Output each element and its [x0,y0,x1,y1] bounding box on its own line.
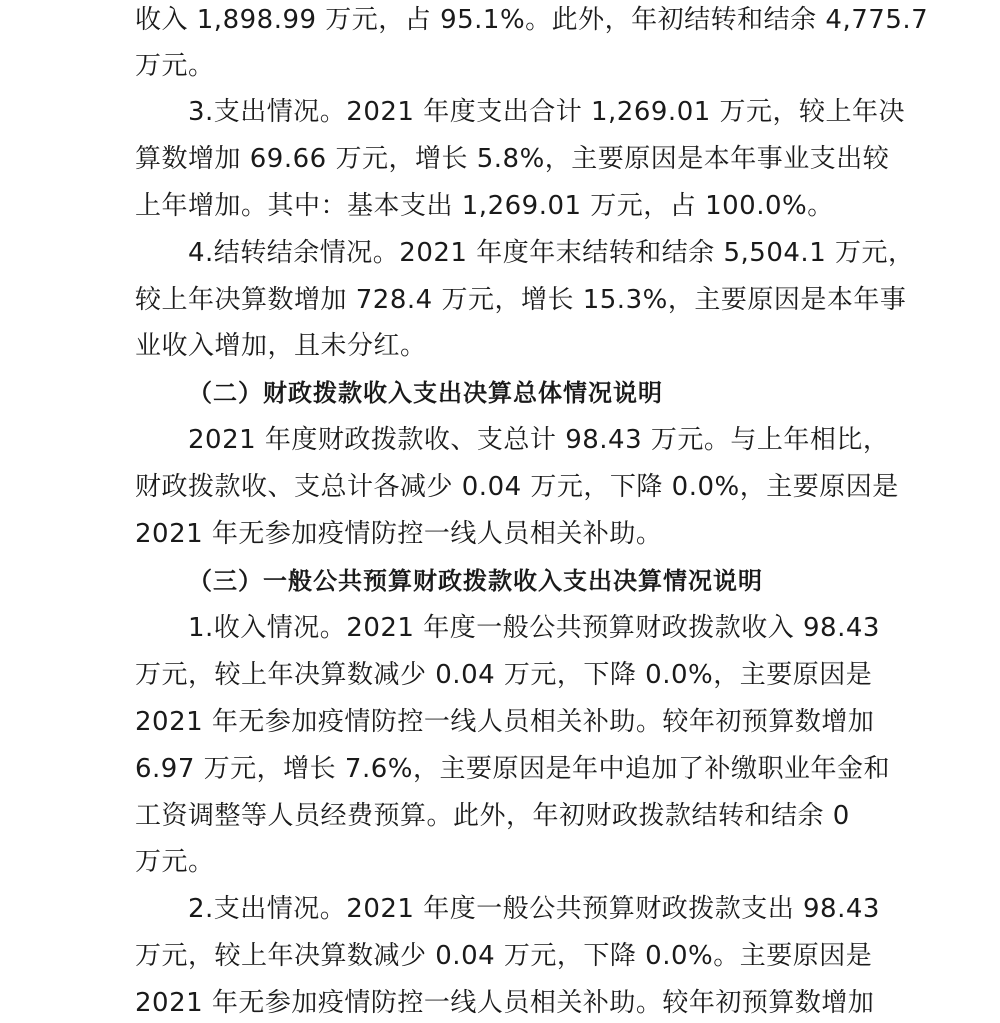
text-line: 万元，较上年决算数减少 0.04 万元，下降 0.0%，主要原因是 [135,660,873,690]
text-line: 万元。 [135,847,215,877]
text-line: 万元，较上年决算数减少 0.04 万元，下降 0.0%。主要原因是 [135,941,873,971]
text-line: 上年增加。其中：基本支出 1,269.01 万元，占 100.0%。 [135,191,834,221]
paragraph-start-line: 2021 年度财政拨款收、支总计 98.43 万元。与上年相比， [188,425,890,455]
paragraph-start-line: 2.支出情况。2021 年度一般公共预算财政拨款支出 98.43 [188,894,880,924]
text-line: 2021 年无参加疫情防控一线人员相关补助。较年初预算数增加 [135,988,875,1018]
text-line: 业收入增加，且未分红。 [135,331,427,361]
section-heading: （二）财政拨款收入支出决算总体情况说明 [188,379,663,407]
text-line: 算数增加 69.66 万元，增长 5.8%，主要原因是本年事业支出较 [135,144,890,174]
text-line: 较上年决算数增加 728.4 万元，增长 15.3%，主要原因是本年事 [135,285,907,315]
text-line: 万元。 [135,51,215,81]
paragraph-start-line: 1.收入情况。2021 年度一般公共预算财政拨款收入 98.43 [188,613,880,643]
text-line: 6.97 万元，增长 7.6%，主要原因是年中追加了补缴职业年金和 [135,754,890,784]
text-line: 工资调整等人员经费预算。此外，年初财政拨款结转和结余 0 [135,801,850,831]
text-line: 2021 年无参加疫情防控一线人员相关补助。 [135,519,663,549]
text-line: 收入 1,898.99 万元，占 95.1%。此外，年初结转和结余 4,775.7 [135,5,929,35]
text-line: 2021 年无参加疫情防控一线人员相关补助。较年初预算数增加 [135,707,875,737]
text-line: 财政拨款收、支总计各减少 0.04 万元，下降 0.0%，主要原因是 [135,472,899,502]
paragraph-start-line: 4.结转结余情况。2021 年度年末结转和结余 5,504.1 万元， [188,238,915,268]
section-heading: （三）一般公共预算财政拨款收入支出决算情况说明 [188,567,763,595]
paragraph-start-line: 3.支出情况。2021 年度支出合计 1,269.01 万元，较上年决 [188,97,906,127]
